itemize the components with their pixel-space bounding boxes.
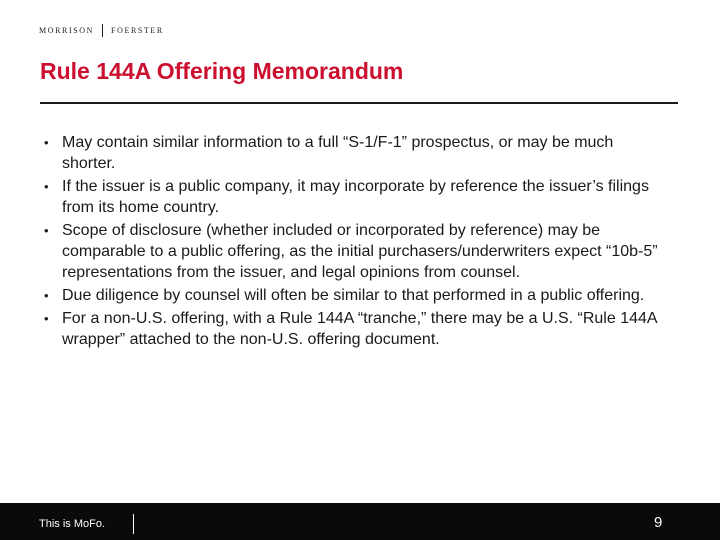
bullet-icon: • — [44, 288, 49, 303]
footer-bar — [0, 503, 720, 540]
bullet-text: May contain similar information to a full “S-1/F-1” prospectus, or may be much shorter. — [62, 134, 614, 172]
footer-tagline: This is MoFo. — [39, 518, 106, 530]
bullet-item — [44, 176, 664, 218]
bullet-icon: • — [44, 179, 49, 194]
firm-logo — [39, 24, 164, 37]
logo-left-text: MORRISON — [39, 26, 95, 35]
footer-divider — [133, 514, 134, 534]
bullet-item — [44, 285, 664, 306]
bullet-icon: • — [44, 135, 49, 150]
bullet-icon: • — [44, 311, 49, 326]
bullet-text: Due diligence by counsel will often be similar to that performed in a public offering. — [62, 287, 645, 304]
logo-divider — [102, 24, 103, 37]
bullet-item — [44, 132, 664, 174]
logo-right-text: FOERSTER — [111, 26, 164, 35]
bullet-list — [44, 132, 664, 352]
slide-title: Rule 144A Offering Memorandum — [40, 58, 404, 84]
page-number: 9 — [654, 514, 663, 531]
bullet-text: Scope of disclosure (whether included or incorporated by reference) may be comparable to a public offering, as the initial purchasers/underwriters expect “10b-5” representations from the issuer, and legal opinions from counsel. — [62, 222, 658, 281]
bullet-item — [44, 220, 664, 283]
bullet-text: For a non-U.S. offering, with a Rule 144A “tranche,” there may be a U.S. “Rule 144A wrapper” attached to the non-U.S. offering document. — [62, 310, 657, 348]
bullet-text: If the issuer is a public company, it may incorporate by reference the issuer’s filings from its home country. — [62, 178, 649, 216]
bullet-icon: • — [44, 223, 49, 238]
bullet-item — [44, 308, 664, 350]
title-divider — [40, 102, 678, 104]
